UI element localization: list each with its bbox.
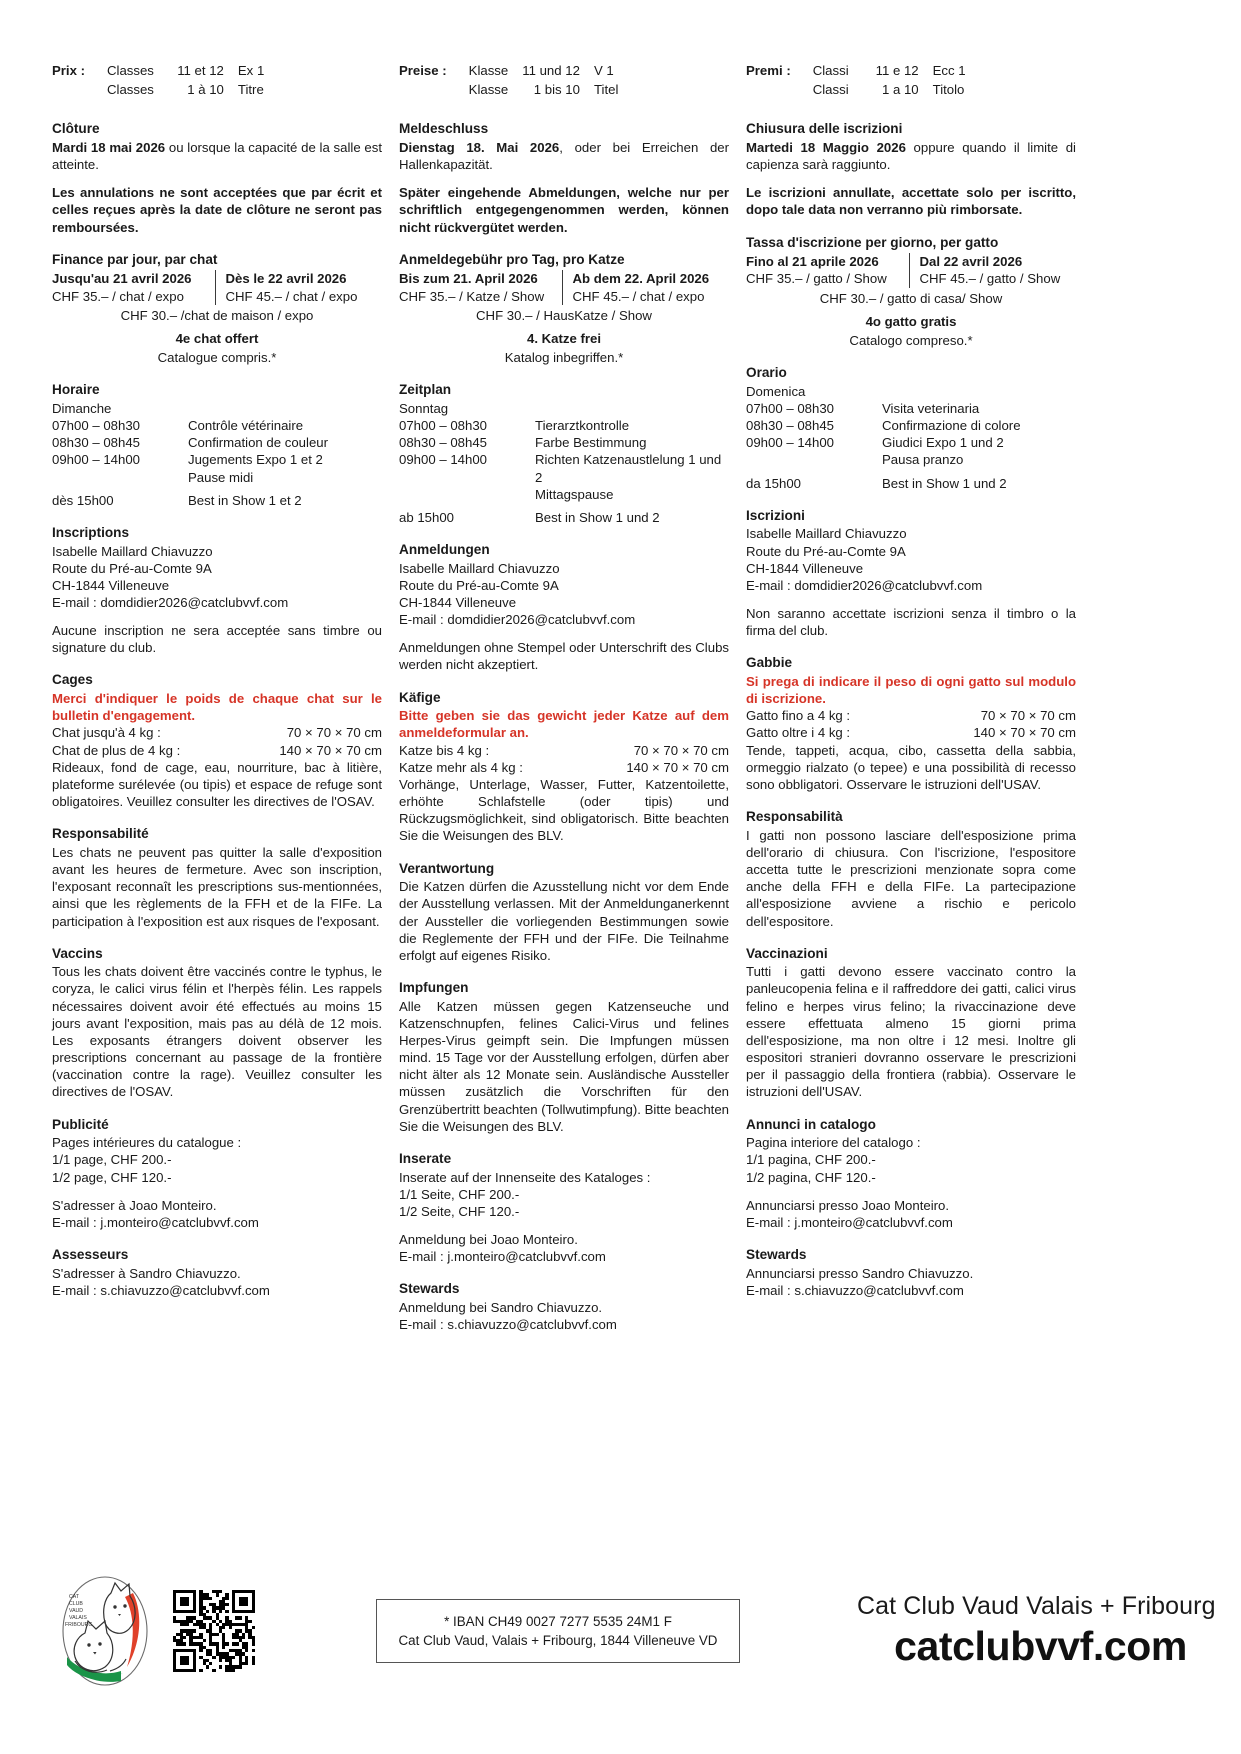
fees-early-value: CHF 35.– / gatto / Show xyxy=(746,271,887,287)
stewards-heading: Assesseurs xyxy=(52,1247,129,1263)
liability-heading: Responsabilité xyxy=(52,826,149,842)
schedule-time: ab 15h00 xyxy=(399,509,455,525)
closing-note: Später eingehende Abmeldungen, welche nur per schriftlich entgegengenommen werden, können nicht rückvergütet werden. xyxy=(399,185,729,235)
cages-dim-value: 70 × 70 × 70 cm xyxy=(286,725,382,741)
prizes-class-label: Klasse xyxy=(468,82,509,98)
stewards-heading: Stewards xyxy=(746,1247,807,1263)
cages-dim-label: Chat jusqu'à 4 kg : xyxy=(52,725,161,741)
schedule-row xyxy=(399,434,729,451)
fees-early-title: Jusqu'au 21 avril 2026 xyxy=(52,271,192,287)
fees-catalogue-included: Katalog inbegriffen.* xyxy=(504,350,624,366)
cages-dim-value: 70 × 70 × 70 cm xyxy=(633,742,729,758)
vaccines-note: Alle Katzen müssen gegen Katzenseuche und Katzenschnupfen, felines Calici-Virus und felines Herpes-Virus geimpft sein. Die Impfungen müssen mind. 15 Tage vor der Ausstellung erfolgen, dürfen aber nicht älter als 12 Monate sein. Ausländische Aussteller müssen zusätzlich die Vorschriften für den Grenzübertritt beachten (Tollwutimpfung). Bitte beachten Sie die Weisungen des BLV. xyxy=(399,998,729,1134)
vaccines-heading: Vaccinazioni xyxy=(746,945,828,961)
prizes-row xyxy=(399,62,618,81)
cages-section xyxy=(746,654,1076,793)
schedule-activity: Pause midi xyxy=(188,469,254,485)
cages-heading: Käfige xyxy=(399,689,441,705)
prizes-label-empty xyxy=(399,81,469,100)
fees-early-title: Fino al 21 aprile 2026 xyxy=(746,254,879,270)
schedule-time: dès 15h00 xyxy=(52,492,114,508)
closing-date-rest: , oder bei Erreichen der Hallenkapazität. xyxy=(399,139,730,173)
prizes-row xyxy=(52,62,264,81)
prizes-class-range: 11 e 12 xyxy=(875,63,919,78)
schedule-row xyxy=(746,475,1076,492)
stewards-email[interactable]: E-mail : s.chiavuzzo@catclubvvf.com xyxy=(399,1317,617,1333)
registration-city: CH-1844 Villeneuve xyxy=(399,594,517,610)
logo-text-line1: CAT xyxy=(68,1594,79,1600)
registration-city: CH-1844 Villeneuve xyxy=(746,560,864,576)
schedule-row xyxy=(399,486,729,503)
liability-section xyxy=(746,808,1076,930)
registration-email[interactable]: E-mail : domdidier2026@catclubvvf.com xyxy=(746,577,983,593)
prizes-award: Titel xyxy=(593,82,619,98)
prizes-row xyxy=(52,81,264,100)
footer-row xyxy=(52,1546,1216,1716)
closing-date-line xyxy=(746,139,1076,173)
closing-heading: Clôture xyxy=(52,121,100,137)
fees-heading: Anmeldegebühr pro Tag, pro Katze xyxy=(399,251,625,267)
registration-street: Route du Pré-au-Comte 9A xyxy=(52,560,212,576)
schedule-activity: Confirmazione di colore xyxy=(882,418,1021,434)
ads-email[interactable]: E-mail : j.monteiro@catclubvvf.com xyxy=(399,1249,606,1265)
cages-section xyxy=(399,689,729,845)
prizes-row xyxy=(746,81,966,100)
registration-street: Route du Pré-au-Comte 9A xyxy=(746,543,906,559)
closing-heading: Chiusura delle iscrizioni xyxy=(746,121,903,137)
ads-contact: Annunciarsi presso Joao Monteiro. xyxy=(746,1197,950,1213)
schedule-table xyxy=(52,417,382,509)
cages-dim-row xyxy=(746,707,1076,724)
vaccines-heading: Vaccins xyxy=(52,945,103,961)
schedule-time: 07h00 – 08h30 xyxy=(746,400,835,416)
registration-section xyxy=(746,507,1076,640)
cages-dim-label: Gatto oltre i 4 kg : xyxy=(746,725,851,741)
fees-late-title: Ab dem 22. April 2026 xyxy=(572,271,710,287)
cat-club-logo-icon xyxy=(55,1571,155,1691)
ads-contact: S'adresser à Joao Monteiro. xyxy=(52,1197,217,1213)
fees-fourth-free: 4o gatto gratis xyxy=(865,313,957,329)
ads-section xyxy=(399,1150,729,1265)
fees-heading: Tassa d'iscrizione per giorno, per gatto xyxy=(746,234,999,250)
schedule-heading: Horaire xyxy=(52,382,100,398)
vaccines-section xyxy=(52,945,382,1101)
schedule-time xyxy=(399,486,535,503)
closing-date-line xyxy=(52,139,382,173)
qr-code-matrix[interactable] xyxy=(173,1590,255,1672)
prizes-table xyxy=(399,62,618,100)
closing-date: Dienstag 18. Mai 2026 xyxy=(399,139,560,155)
schedule-time: 08h30 – 08h45 xyxy=(52,435,141,451)
prizes-label: Preise : xyxy=(399,63,447,78)
ads-half-page-price: 1/2 pagina, CHF 120.- xyxy=(746,1169,876,1185)
ads-email[interactable]: E-mail : j.monteiro@catclubvvf.com xyxy=(746,1214,953,1230)
fees-late xyxy=(215,270,383,304)
schedule-activity: Pausa pranzo xyxy=(882,452,964,468)
schedule-activity: Contrôle vétérinaire xyxy=(188,418,304,434)
ads-intro: Pagina interiore del catalogo : xyxy=(746,1135,921,1151)
logo-text-line5: FRIBOURG xyxy=(64,1622,92,1628)
brand-club-name: Cat Club Vaud Valais + Fribourg xyxy=(857,1592,1216,1620)
schedule-heading: Zeitplan xyxy=(399,382,452,398)
fees-late-value: CHF 45.– / chat / expo xyxy=(572,288,705,304)
closing-date-line xyxy=(399,139,729,173)
cages-dim-value: 140 × 70 × 70 cm xyxy=(279,742,382,758)
closing-heading: Meldeschluss xyxy=(399,121,489,137)
ads-heading: Publicité xyxy=(52,1116,109,1132)
schedule-section xyxy=(399,381,729,526)
prizes-label: Premi : xyxy=(746,63,791,78)
prizes-class-label: Classes xyxy=(106,82,154,98)
cages-dim-row xyxy=(399,759,729,776)
iban-box xyxy=(376,1599,741,1664)
cages-heading: Gabbie xyxy=(746,655,793,671)
closing-section xyxy=(52,120,382,235)
three-language-columns xyxy=(52,62,1189,1348)
schedule-activity: Best in Show 1 et 2 xyxy=(188,492,302,508)
cages-dim-row xyxy=(399,742,729,759)
fees-grid xyxy=(746,253,1076,287)
schedule-row xyxy=(399,451,729,485)
prizes-class-range: 1 à 10 xyxy=(187,82,224,98)
schedule-row xyxy=(746,400,1076,417)
prizes-award: V 1 xyxy=(593,63,614,78)
ads-intro: Pages intérieures du catalogue : xyxy=(52,1135,242,1151)
schedule-activity: Jugements Expo 1 et 2 xyxy=(188,452,323,468)
schedule-activity: Giudici Expo 1 und 2 xyxy=(882,435,1004,451)
fees-housecat: CHF 30.– / HausKatze / Show xyxy=(476,307,652,323)
liability-note: Les chats ne peuvent pas quitter la salle d'exposition avant les heures de fermeture. Avec son inscription, l'exposant reconnaît les prescriptions sus-mentionnées, ainsi que les règlements de la FFH et de la FIFe. La participation à l'exposition est aux risques de l'exposant. xyxy=(52,844,382,929)
cages-dim-value: 140 × 70 × 70 cm xyxy=(626,759,729,775)
fees-housecat: CHF 30.– / gatto di casa/ Show xyxy=(819,290,1003,306)
ads-section xyxy=(52,1116,382,1231)
fees-section xyxy=(52,251,382,366)
cages-dim-label: Gatto fino a 4 kg : xyxy=(746,708,851,724)
cages-dim-row xyxy=(52,742,382,759)
liability-heading: Verantwortung xyxy=(399,860,495,876)
prizes-award: Titolo xyxy=(932,82,965,98)
schedule-table xyxy=(746,400,1076,492)
ads-heading: Inserate xyxy=(399,1150,452,1166)
prizes-class-range: 1 bis 10 xyxy=(533,82,580,98)
registration-note: Aucune inscription ne sera acceptée sans timbre ou signature du club. xyxy=(52,623,382,656)
ads-full-page-price: 1/1 page, CHF 200.- xyxy=(52,1152,172,1168)
stewards-email[interactable]: E-mail : s.chiavuzzo@catclubvvf.com xyxy=(52,1282,270,1298)
liability-section xyxy=(399,860,729,964)
ads-half-page-price: 1/2 page, CHF 120.- xyxy=(52,1169,172,1185)
fees-late xyxy=(562,270,730,304)
cages-dim-value: 140 × 70 × 70 cm xyxy=(973,725,1076,741)
closing-date: Martedi 18 Maggio 2026 xyxy=(746,139,906,155)
schedule-time: 09h00 – 14h00 xyxy=(746,435,835,451)
column-italian xyxy=(746,62,1076,1314)
fees-section xyxy=(399,251,729,366)
closing-section xyxy=(399,120,729,235)
registration-email[interactable]: E-mail : domdidier2026@catclubvvf.com xyxy=(399,612,636,628)
schedule-activity: Richten Katzenaustlelung 1 und 2 xyxy=(535,452,722,485)
registration-email[interactable]: E-mail : domdidier2026@catclubvvf.com xyxy=(52,594,289,610)
cages-dim-label: Katze mehr als 4 kg : xyxy=(399,759,523,775)
fees-early-value: CHF 35.– / Katze / Show xyxy=(399,288,545,304)
registration-name: Isabelle Maillard Chiavuzzo xyxy=(52,543,213,559)
schedule-time: 07h00 – 08h30 xyxy=(52,418,141,434)
prizes-label-empty xyxy=(52,81,107,100)
cages-dimensions xyxy=(399,742,729,776)
closing-date-rest: oppure quando il limite di capienza sarà raggiunto. xyxy=(746,139,1076,173)
ads-email[interactable]: E-mail : j.monteiro@catclubvvf.com xyxy=(52,1214,259,1230)
schedule-activity: Tierarztkontrolle xyxy=(535,418,630,434)
registration-section xyxy=(399,541,729,674)
fees-heading: Finance par jour, par chat xyxy=(52,251,218,267)
liability-note: Die Katzen dürfen die Azusstellung nicht vor dem Ende der Ausstellung verlassen. Mit der Anmeldunganerkennt der Aussteller die vorliegenden Bestimmungen sowie die Reglemente der FFH und der FIFe. Die Teilnahme erfolgt auf eigenes Risiko. xyxy=(399,879,729,963)
cages-note: Tende, tappeti, acqua, cibo, cassetta della sabbia, ormeggio rialzato (o tepee) e una possibilità di recesso sono obbligatori. Osservare le istruzioni dell'USAV. xyxy=(746,742,1076,792)
schedule-row xyxy=(746,417,1076,434)
schedule-row xyxy=(746,451,1076,468)
prizes-row xyxy=(399,81,618,100)
fees-grid xyxy=(52,270,382,304)
fees-catalogue-included: Catalogo compreso.* xyxy=(849,332,973,348)
closing-date: Mardi 18 mai 2026 xyxy=(52,139,166,155)
cages-dim-value: 70 × 70 × 70 cm xyxy=(980,708,1076,724)
liability-note: I gatti non possono lasciare dell'esposizione prima dell'orario di chiusura. Con l'iscrizione, l'espositore accetta tutte le prescrizioni menzionate sopra come anche della FFH e della FIFe. La partecipazione all'esposizione avviene a rischio e pericolo dell'espositore. xyxy=(746,827,1076,929)
ads-contact: Anmeldung bei Joao Monteiro. xyxy=(399,1232,578,1248)
logo-text-line2: CLUB xyxy=(68,1601,83,1607)
schedule-activity: Confirmation de couleur xyxy=(188,435,329,451)
schedule-row xyxy=(52,469,382,486)
cages-dimensions xyxy=(52,724,382,758)
page-footer xyxy=(52,1546,1216,1716)
fees-early-title: Bis zum 21. April 2026 xyxy=(399,271,538,287)
schedule-row xyxy=(52,417,382,434)
prizes-label-empty xyxy=(746,81,813,100)
fees-catalogue-included: Catalogue compris.* xyxy=(157,350,277,366)
stewards-section xyxy=(399,1280,729,1333)
cages-note: Rideaux, fond de cage, eau, nourriture, bac à litière, plateforme surélevée (ou tipis) et espace de refuge sont obligatoires. Veuillez consulter les directives de l'OSAV. xyxy=(52,759,382,810)
vaccines-note: Tutti i gatti devono essere vaccinato contro la panleucopenia felina e il raffreddore dei gatti, calici virus felino e herpes virus felino; la rivaccinazione deve essere effettuata almeno 15 giorni prima dell'esposizione, ma non oltre i 12 mesi. Inoltre gli espositori stranieri dovranno osservare le prescrizioni per il passaggio della frontiera (rabbia). Osservare le istruzioni dell'USAV. xyxy=(746,964,1076,1100)
cages-weight-warning: Bitte geben sie das gewicht jeder Katze auf dem anmeldeformular an. xyxy=(399,708,729,741)
schedule-time xyxy=(52,469,188,486)
cages-weight-warning: Merci d'indiquer le poids de chaque chat sur le bulletin d'engagement. xyxy=(52,691,382,724)
ads-full-page-price: 1/1 pagina, CHF 200.- xyxy=(746,1152,876,1168)
cages-dimensions xyxy=(746,707,1076,741)
logo-text-line3: VAUD xyxy=(68,1608,83,1614)
prizes-row xyxy=(746,62,966,81)
ads-heading: Annunci in catalogo xyxy=(746,1116,876,1132)
iban-line-1: * IBAN CH49 0027 7277 5535 24M1 F xyxy=(444,1613,672,1629)
stewards-contact: Anmeldung bei Sandro Chiavuzzo. xyxy=(399,1300,603,1316)
fees-early xyxy=(52,270,215,304)
cages-dim-label: Chat de plus de 4 kg : xyxy=(52,742,181,758)
registration-note: Non saranno accettate iscrizioni senza il timbro o la firma del club. xyxy=(746,605,1076,639)
schedule-activity: Best in Show 1 und 2 xyxy=(882,475,1007,491)
vaccines-note: Tous les chats doivent être vaccinés contre le typhus, le coryza, le calici virus félin et l'herpès félin. Les rappels nécessaires doivent avoir été effectués au moins 15 jours avant l'exposition, mais pas au délà de 12 mois. Les exposants étrangers doivent observer les prescriptions concernant au passage de la frontière (vaccination contre la rage). Veuillez consulter les directives de l'OSAV. xyxy=(52,964,382,1100)
cages-note: Vorhänge, Unterlage, Wasser, Futter, Katzentoilette, erhöhte Schlafstelle (oder tipis) und Rückzugsmöglichkeit, sind obligatorisch. Bitte beachten Sie die Weisungen des BLV. xyxy=(399,776,729,844)
registration-street: Route du Pré-au-Comte 9A xyxy=(399,577,559,593)
schedule-section xyxy=(52,381,382,509)
closing-note: Les annulations ne sont acceptées que par écrit et celles reçues après la date de clôture ne seront pas remboursées. xyxy=(52,185,382,235)
fees-housecat: CHF 30.– /chat de maison / expo xyxy=(120,307,314,323)
ads-full-page-price: 1/1 Seite, CHF 200.- xyxy=(399,1186,520,1202)
fees-late-value: CHF 45.– / gatto / Show xyxy=(919,271,1061,287)
fees-grid xyxy=(399,270,729,304)
closing-note: Le iscrizioni annullate, accettate solo per iscritto, dopo tale data non verranno più rimborsate. xyxy=(746,185,1076,218)
schedule-row xyxy=(52,434,382,451)
closing-date-rest: ou lorsque la capacité de la salle est atteinte. xyxy=(52,139,382,173)
cages-dim-label: Katze bis 4 kg : xyxy=(399,742,490,758)
prizes-class-label: Classi xyxy=(812,82,849,98)
registration-city: CH-1844 Villeneuve xyxy=(52,577,170,593)
schedule-time xyxy=(746,451,882,468)
prizes-class-label: Classi xyxy=(812,63,849,78)
prizes-table xyxy=(52,62,264,100)
fees-late-title: Dès le 22 avril 2026 xyxy=(225,271,347,287)
prizes-table xyxy=(746,62,966,100)
stewards-section xyxy=(52,1246,382,1299)
liability-heading: Responsabilità xyxy=(746,809,843,825)
schedule-time: 09h00 – 14h00 xyxy=(399,452,488,468)
schedule-day: Sonntag xyxy=(399,400,449,416)
vaccines-section xyxy=(399,979,729,1135)
schedule-row xyxy=(399,509,729,526)
stewards-section xyxy=(746,1246,1076,1299)
registration-note: Anmeldungen ohne Stempel oder Unterschrift des Clubs werden nicht akzeptiert. xyxy=(399,640,729,673)
iban-area xyxy=(259,1599,857,1664)
ads-section xyxy=(746,1116,1076,1231)
schedule-activity: Mittagspause xyxy=(535,486,614,502)
schedule-table xyxy=(399,417,729,526)
vaccines-section xyxy=(746,945,1076,1101)
vaccines-heading: Impfungen xyxy=(399,979,469,995)
fees-late-value: CHF 45.– / chat / expo xyxy=(225,288,358,304)
prizes-label: Prix : xyxy=(52,63,85,78)
brand-block xyxy=(857,1592,1216,1670)
registration-name: Isabelle Maillard Chiavuzzo xyxy=(746,526,907,542)
schedule-section xyxy=(746,364,1076,492)
prizes-class-label: Classes xyxy=(106,63,154,78)
cages-dim-row xyxy=(746,724,1076,741)
cages-weight-warning: Si prega di indicare il peso di ogni gatto sul modulo di iscrizione. xyxy=(746,673,1076,707)
registration-heading: Iscrizioni xyxy=(746,507,805,523)
fees-section xyxy=(746,234,1076,349)
stewards-heading: Stewards xyxy=(399,1281,460,1297)
brand-website[interactable]: catclubvvf.com xyxy=(894,1623,1187,1669)
cages-heading: Cages xyxy=(52,672,93,688)
stewards-email[interactable]: E-mail : s.chiavuzzo@catclubvvf.com xyxy=(746,1282,964,1298)
schedule-heading: Orario xyxy=(746,365,787,381)
prizes-award: Ex 1 xyxy=(237,63,265,78)
fees-early xyxy=(746,253,909,287)
schedule-day: Domenica xyxy=(746,383,806,399)
prizes-class-range: 1 a 10 xyxy=(881,82,919,98)
stewards-contact: S'adresser à Sandro Chiavuzzo. xyxy=(52,1265,241,1281)
prizes-award: Titre xyxy=(237,82,264,98)
registration-section xyxy=(52,524,382,657)
iban-line-2: Cat Club Vaud, Valais + Fribourg, 1844 Villeneuve VD xyxy=(398,1633,718,1648)
schedule-row xyxy=(52,492,382,509)
column-german xyxy=(399,62,729,1348)
schedule-activity: Farbe Bestimmung xyxy=(535,435,647,451)
fees-early xyxy=(399,270,562,304)
fees-early-value: CHF 35.– / chat / expo xyxy=(52,288,184,304)
cages-dim-row xyxy=(52,724,382,741)
schedule-day: Dimanche xyxy=(52,400,112,416)
prizes-award: Ecc 1 xyxy=(932,63,966,78)
schedule-row xyxy=(399,417,729,434)
fees-fourth-free: 4. Katze frei xyxy=(526,330,602,346)
ads-half-page-price: 1/2 Seite, CHF 120.- xyxy=(399,1203,520,1219)
logo-text-line4: VALAIS xyxy=(68,1615,87,1621)
fees-late-title: Dal 22 avril 2026 xyxy=(919,254,1023,270)
schedule-time: da 15h00 xyxy=(746,475,802,491)
prizes-class-label: Klasse xyxy=(468,63,509,78)
schedule-time: 08h30 – 08h45 xyxy=(746,418,835,434)
ads-intro: Inserate auf der Innenseite des Kataloges : xyxy=(399,1169,651,1185)
schedule-time: 08h30 – 08h45 xyxy=(399,435,488,451)
registration-heading: Anmeldungen xyxy=(399,541,490,557)
club-logo xyxy=(52,1571,157,1691)
fees-late xyxy=(909,253,1077,287)
schedule-row xyxy=(52,451,382,468)
closing-section xyxy=(746,120,1076,218)
fees-fourth-free: 4e chat offert xyxy=(175,330,259,346)
schedule-row xyxy=(746,434,1076,451)
stewards-contact: Annunciarsi presso Sandro Chiavuzzo. xyxy=(746,1265,974,1281)
schedule-activity: Best in Show 1 und 2 xyxy=(535,509,660,525)
schedule-time: 07h00 – 08h30 xyxy=(399,418,488,434)
liability-section xyxy=(52,825,382,929)
qr-code[interactable] xyxy=(173,1590,259,1672)
prizes-class-range: 11 und 12 xyxy=(522,63,580,78)
column-french xyxy=(52,62,382,1314)
prizes-class-range: 11 et 12 xyxy=(177,63,224,78)
schedule-time: 09h00 – 14h00 xyxy=(52,452,141,468)
cages-section xyxy=(52,671,382,810)
registration-name: Isabelle Maillard Chiavuzzo xyxy=(399,560,560,576)
schedule-activity: Visita veterinaria xyxy=(882,400,980,416)
registration-heading: Inscriptions xyxy=(52,524,130,540)
